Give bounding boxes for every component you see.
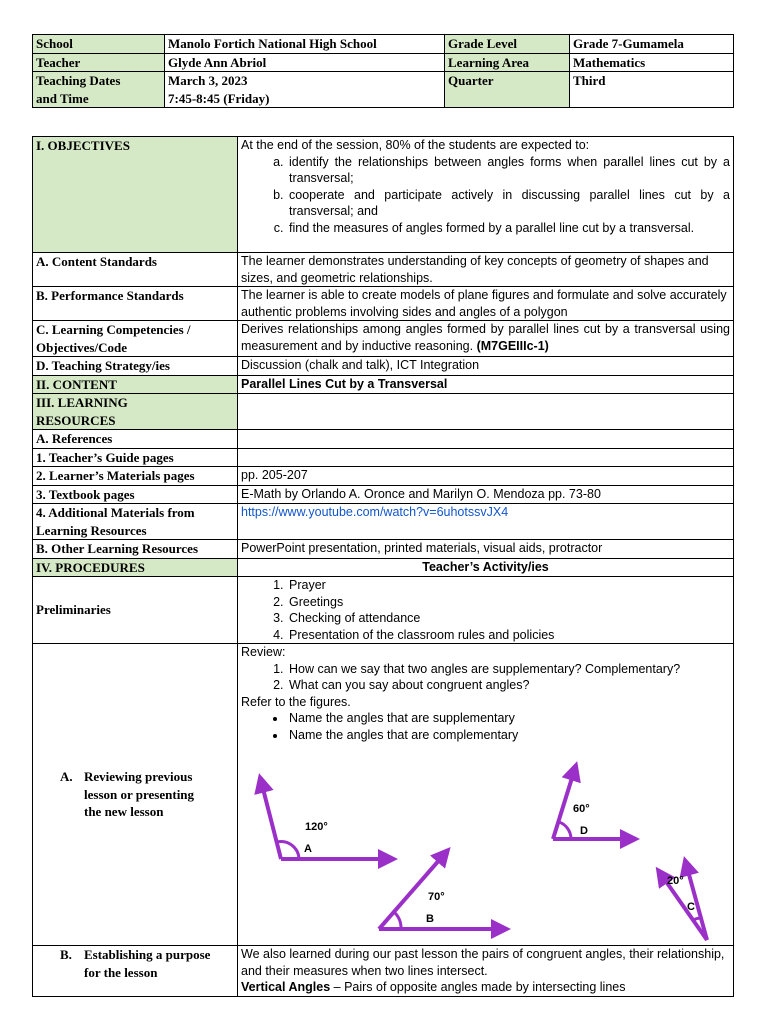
purpose-cell bbox=[238, 946, 734, 997]
review-question: 1. How can we say that two angles are supplementary? Complementary? bbox=[287, 661, 730, 678]
area-value: Mathematics bbox=[570, 53, 734, 72]
competencies-label bbox=[33, 321, 238, 357]
resources-label-line1: III. LEARNING bbox=[36, 395, 128, 410]
refer-bullet: • Name the angles that are supplementary bbox=[287, 710, 730, 727]
dates-value-line1: March 3, 2023 bbox=[168, 73, 248, 88]
refer-bullets bbox=[241, 710, 730, 743]
strategy-label: D. Teaching Strategy/ies bbox=[33, 357, 238, 376]
other-resources-label: B. Other Learning Resources bbox=[33, 540, 238, 559]
textbook-value: E-Math by Orlando A. Oronce and Marilyn O. Mendoza pp. 73-80 bbox=[238, 485, 734, 504]
procedure-letter-a: A. bbox=[60, 769, 73, 785]
angle-figure-a bbox=[260, 777, 394, 859]
content-standards-label: A. Content Standards bbox=[33, 253, 238, 287]
refer-text: Refer to the figures. bbox=[241, 694, 351, 709]
objectives-cell bbox=[238, 137, 734, 253]
additional-materials-cell bbox=[238, 504, 734, 540]
competency-code: (M7GEIIIc-1) bbox=[476, 338, 549, 353]
review-question: 2. What can you say about congruent angles? bbox=[287, 677, 730, 694]
lm-value: pp. 205-207 bbox=[238, 467, 734, 486]
teacher-label: Teacher bbox=[33, 53, 165, 72]
school-label: School bbox=[33, 35, 165, 54]
school-value: Manolo Fortich National High School bbox=[165, 35, 445, 54]
angle-d-measure: 60° bbox=[573, 803, 590, 815]
reviewing-label-line1: Reviewing previous bbox=[84, 769, 193, 785]
other-resources-value: PowerPoint presentation, printed materials, visual aids, protractor bbox=[238, 540, 734, 559]
teacher-value: Glyde Ann Abriol bbox=[165, 53, 445, 72]
preliminary-item: 3. Checking of attendance bbox=[287, 610, 730, 627]
dates-label bbox=[33, 72, 165, 108]
additional-label-line2: Learning Resources bbox=[36, 522, 147, 538]
teacher-activity-header: Teacher’s Activity/ies bbox=[238, 558, 734, 577]
dates-value-line2: 7:45-8:45 (Friday) bbox=[168, 90, 270, 106]
lesson-plan-table bbox=[32, 136, 734, 997]
angle-figures bbox=[241, 742, 731, 942]
preliminary-item: 1. Prayer bbox=[287, 577, 730, 594]
objective-item: c. find the measures of angles formed by a parallel line cut by a transversal. bbox=[287, 220, 730, 237]
grade-label: Grade Level bbox=[445, 35, 570, 54]
preliminary-item: 4. Presentation of the classroom rules and policies bbox=[287, 627, 730, 644]
procedures-label: IV. PROCEDURES bbox=[33, 558, 238, 577]
procedure-letter-b: B. bbox=[60, 947, 72, 962]
preliminaries-cell bbox=[238, 577, 734, 644]
vertical-angles-definition bbox=[241, 979, 730, 996]
angle-b-measure: 70° bbox=[428, 891, 445, 903]
dates-label-line2: and Time bbox=[36, 90, 89, 106]
preliminaries-list bbox=[241, 577, 730, 643]
review-label: Review: bbox=[241, 645, 286, 659]
content-standards-text: The learner demonstrates understanding of key concepts of geometry of shapes and sizes, and geometric relationships. bbox=[238, 253, 734, 287]
objectives-label: I. OBJECTIVES bbox=[33, 137, 238, 253]
performance-standards-text: The learner is able to create models of plane figures and formulate and solve accurately authentic problems involving sides and angles of a polygon bbox=[238, 287, 734, 321]
content-label: II. CONTENT bbox=[33, 375, 238, 394]
angle-figure-d bbox=[553, 765, 636, 839]
dates-label-line1: Teaching Dates bbox=[36, 73, 121, 88]
purpose-label-line2: for the lesson bbox=[84, 964, 158, 980]
angle-c-measure: 20° bbox=[667, 875, 684, 887]
grade-value: Grade 7-Gumamela bbox=[570, 35, 734, 54]
preliminaries-label: Preliminaries bbox=[33, 577, 238, 644]
quarter-value: Third bbox=[570, 72, 734, 108]
competencies-label-line2: Objectives/Code bbox=[36, 339, 127, 355]
tg-value bbox=[238, 448, 734, 467]
angle-a-measure: 120° bbox=[305, 821, 328, 833]
resources-blank bbox=[238, 394, 734, 430]
objectives-list bbox=[241, 154, 730, 237]
refer-bullet: • Name the angles that are complementary bbox=[287, 727, 730, 744]
textbook-label: 3. Textbook pages bbox=[33, 485, 238, 504]
competencies-text: Derives relationships among angles formed by parallel lines cut by a transversal using measurement and by inductive reasoning. bbox=[241, 322, 730, 353]
dates-value bbox=[165, 72, 445, 108]
review-questions bbox=[241, 661, 730, 694]
tg-label: 1. Teacher’s Guide pages bbox=[33, 448, 238, 467]
angle-d-letter: D bbox=[580, 825, 588, 837]
purpose-label-line1: Establishing a purpose bbox=[84, 947, 211, 962]
purpose-text: We also learned during our past lesson the pairs of congruent angles, their relationship, and their measures when two lines intersect. bbox=[241, 947, 725, 978]
additional-label-line1: 4. Additional Materials from bbox=[36, 505, 195, 520]
competencies-label-line1: C. Learning Competencies / bbox=[36, 322, 191, 337]
preliminary-item: 2. Greetings bbox=[287, 594, 730, 611]
performance-standards-label: B. Performance Standards bbox=[33, 287, 238, 321]
header-table bbox=[32, 34, 734, 108]
reviewing-label-line2: lesson or presenting bbox=[84, 786, 195, 802]
reviewing-lesson-label bbox=[33, 644, 238, 946]
additional-materials-label bbox=[33, 504, 238, 540]
objective-item: b. cooperate and participate actively in discussing parallel lines cut by a transversal; and bbox=[287, 187, 730, 220]
angle-c-letter: C bbox=[687, 901, 695, 913]
resources-label-line2: RESOURCES bbox=[36, 412, 116, 428]
competencies-cell bbox=[238, 321, 734, 357]
strategy-text: Discussion (chalk and talk), ICT Integration bbox=[238, 357, 734, 376]
references-blank bbox=[238, 430, 734, 449]
objectives-intro: At the end of the session, 80% of the students are expected to: bbox=[241, 138, 590, 152]
review-cell bbox=[238, 644, 734, 946]
lm-label: 2. Learner’s Materials pages bbox=[33, 467, 238, 486]
angle-b-letter: B bbox=[426, 913, 434, 925]
resources-label bbox=[33, 394, 238, 430]
angle-figure-c bbox=[658, 860, 707, 940]
angle-a-letter: A bbox=[304, 843, 312, 855]
establishing-purpose-label bbox=[33, 946, 238, 997]
objective-item: a. identify the relationships between angles forms when parallel lines cut by a transversal; bbox=[287, 154, 730, 187]
vertical-angles-term: Vertical Angles bbox=[241, 980, 331, 994]
references-label: A. References bbox=[33, 430, 238, 449]
quarter-label: Quarter bbox=[445, 72, 570, 108]
angle-figure-b bbox=[379, 850, 507, 929]
vertical-angles-def: – Pairs of opposite angles made by intersecting lines bbox=[330, 980, 626, 994]
youtube-link[interactable]: https://www.youtube.com/watch?v=6uhotssvJX4 bbox=[241, 505, 509, 519]
content-topic: Parallel Lines Cut by a Transversal bbox=[238, 375, 734, 394]
reviewing-label-line3: the new lesson bbox=[84, 804, 164, 820]
area-label: Learning Area bbox=[445, 53, 570, 72]
